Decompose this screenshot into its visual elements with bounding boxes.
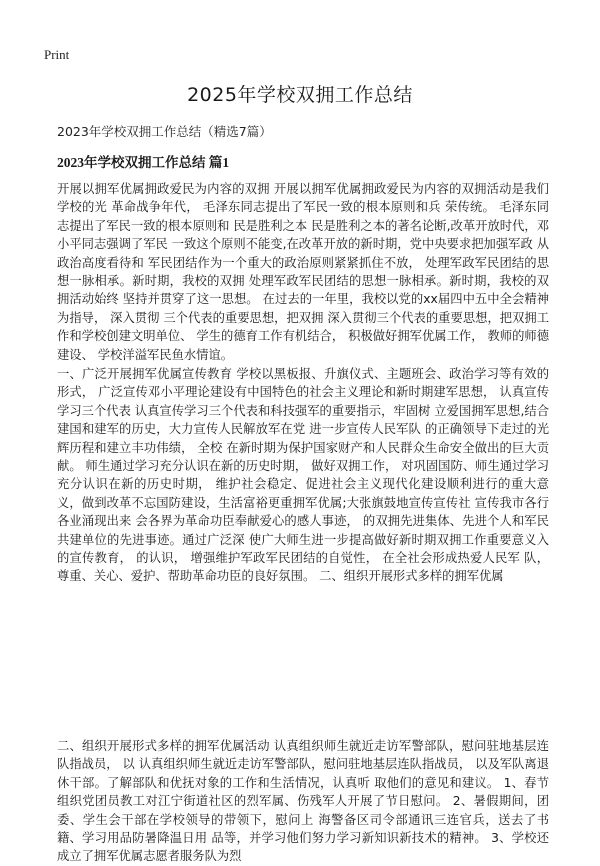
document-subtitle: 2023年学校双拥工作总结（精选7篇） <box>57 124 272 139</box>
page-title: 2025年学校双拥工作总结 <box>187 84 413 106</box>
print-link[interactable]: Print <box>44 47 70 62</box>
paragraph-propaganda: 一、广泛开展拥军优属宣传教育 学校以黑板报、升旗仪式、主题班会、政治学习等有效的形式， 广泛宣传邓小平理论建设有中国特色的社会主义理论和新时期建军思想， 认真宣传学习三个代表 认真宣传学习三个代表和科技强军的重要指示，牢固树 立爱国拥军思想,结合建国和建军的历史，大力宣传人民解放军在党 进一步宣传人民军队 的正确领导下走过的光辉历程和建立丰功伟绩， 全校 在新时期为保护国家财产和人民群众生命安全做出的巨大贡献。 师生通过学习充分认识在新的历史时期， 做好双拥工作， 对巩固国防、师生通过学习充分认识在新的历史时期， 维护社会稳定、促进社会主义现代化建设顺利进行的重大意义，做到改革不忘国防建设，生活富裕更重拥军优属;大张旗鼓地宣传宣传社 宣传我市各行各业涌现出来 会各界为革命功臣奉献爱心的感人事迹， 的双拥先进集体、先进个人和军民共建单位的先进事迹。通过广泛深 使广大师生进一步提高做好新时期双拥工作重要意义入的宣传教育， 的认识， 增强维护军政军民团结的自觉性， 在全社会形成热爱人民军 队， 尊重、关心、爱护、帮助革命功臣的良好氛围。 二、组织开展形式多样的拥军优属 <box>57 367 549 584</box>
paragraph-activities: 二、组织开展形式多样的拥军优属活动 认真组织师生就近走访军警部队，慰问驻地基层连队指战员， 以 认真组织师生就近走访军警部队，慰问驻地基层连队指战员， 以及军队离退休干部。了解部队和优抚对象的工作和生活情况，认真听 取他们的意见和建议。 1、春节组织党团员教工对江宁街道社区的烈军属、伤残军人开展了节日慰问。 2、暑假期间，团委、学生会干部在学校领导的带领下，慰问上 海警备区司令部通讯三连官兵，送去了书籍、学习用品防暑降温日用 品等，并学习他们努力学习新知识新技术的精神。 3、学校还成立了拥军优属志愿者服务队为烈 <box>57 739 549 864</box>
paragraph-intro: 开展以拥军优属拥政爱民为内容的双拥 开展以拥军优属拥政爱民为内容的双拥活动是我们学校的光 革命战争年代， 毛泽东同志提出了军民一致的根本原则和兵 荣传统。 毛泽东同志提出了军民一致的根本原则和 民是胜利之本 民是胜利之本的著名论断,改革开放时代，邓小平同志强调了军民 一致这个原则不能变,在改革开放的新时期，党中央要求把加强军政 从政治高度看待和 军民团结作为一个重大的政治原则紧紧抓住不放， 处理军政军民团结的思想一脉相承。新时期，我校的双拥 处理军政军民团结的思想一脉相承。新时期，我校的双拥活动始终 坚持并贯穿了这一思想。 在过去的一年里，我校以党的xx届四中五中全会精神为指导， 深入贯彻 三个代表的重要思想，把双拥 深入贯彻三个代表的重要思想，把双拥工作和学校创建文明单位、 学生的德育工作有机结合， 积极做好拥军优属工作， 教师的师德建设、 学校洋溢军民鱼水情谊。 <box>57 182 549 362</box>
section-heading: 2023年学校双拥工作总结 篇1 <box>57 155 230 170</box>
